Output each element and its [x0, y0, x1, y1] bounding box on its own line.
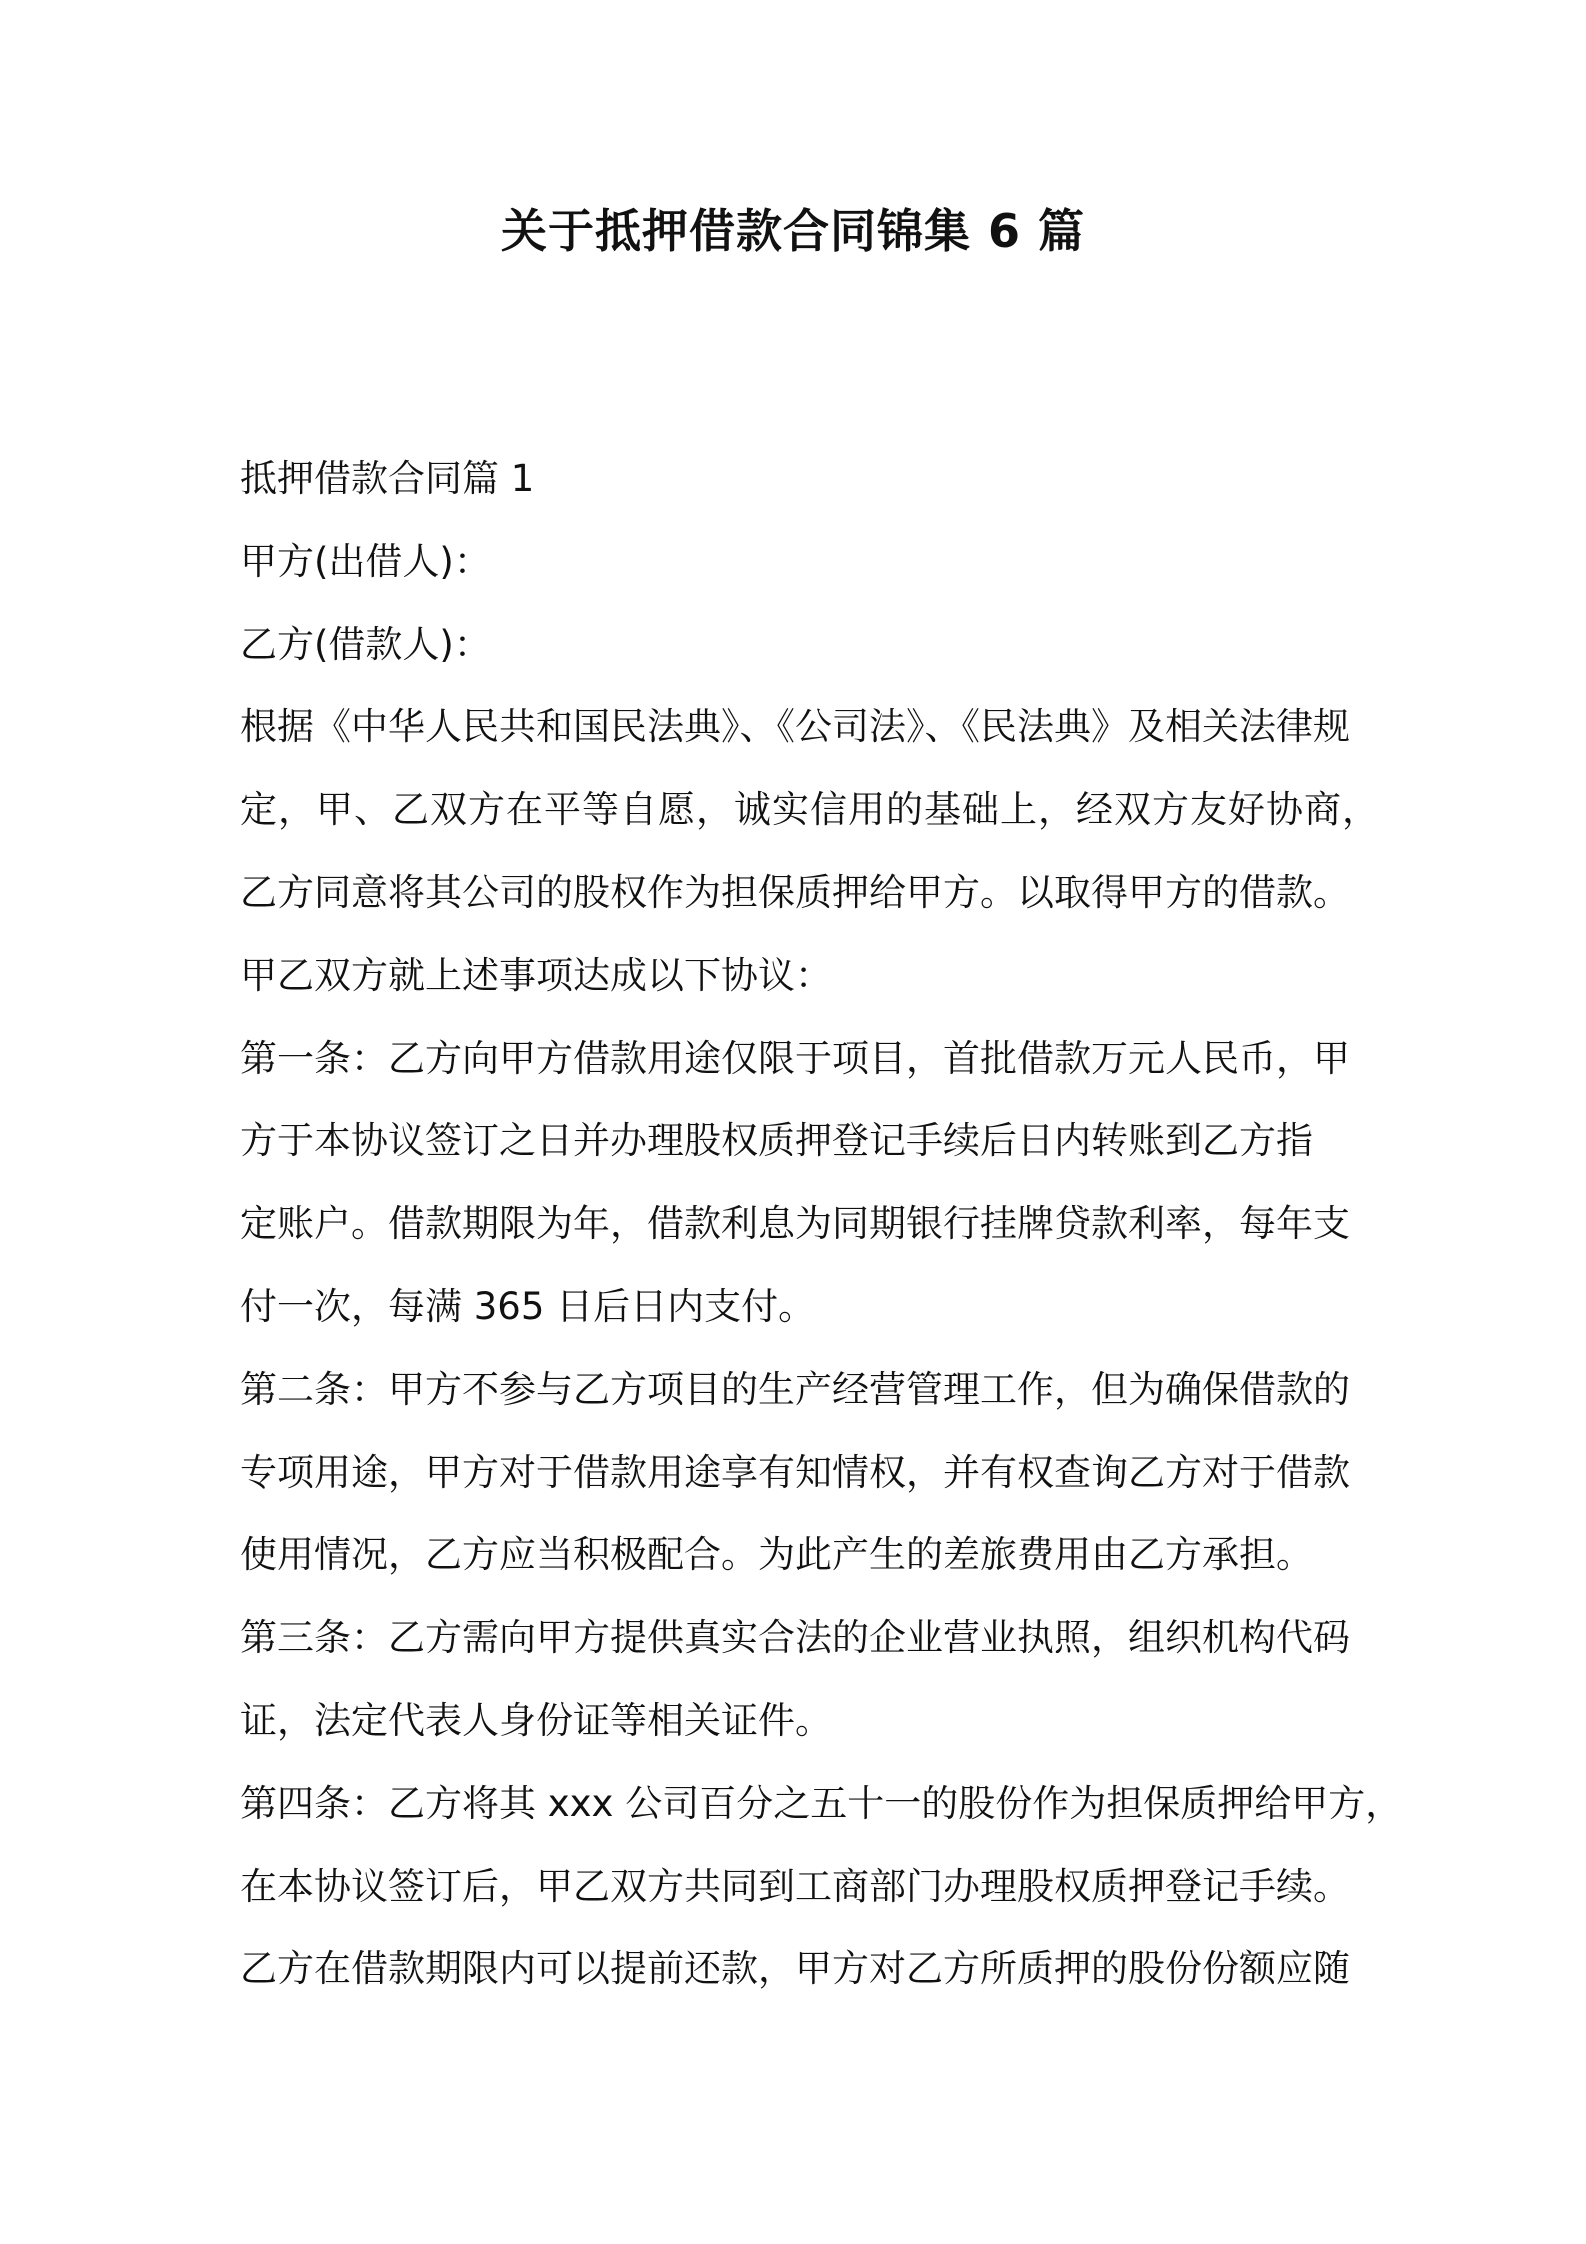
article-line: 乙方在借款期限内可以提前还款，甲方对乙方所质押的股份份额应随	[240, 1947, 1350, 1990]
article-line: 第四条：乙方将其 xxx 公司百分之五十一的股份作为担保质押给甲方，	[240, 1782, 1403, 1825]
article-line: 使用情况，乙方应当积极配合。为此产生的差旅费用由乙方承担。	[240, 1533, 1313, 1576]
document-title: 关于抵押借款合同锦集 6 篇	[500, 204, 1086, 258]
article-line: 方于本协议签订之日并办理股权质押登记手续后日内转账到乙方指	[240, 1119, 1313, 1162]
article-line: 第一条：乙方向甲方借款用途仅限于项目，首批借款万元人民币，甲	[240, 1037, 1350, 1080]
paragraph-line: 根据《中华人民共和国民法典》、《公司法》、《民法典》及相关法律规	[240, 705, 1350, 748]
party-a-line: 甲方(出借人)：	[240, 540, 491, 583]
section-heading: 抵押借款合同篇 1	[240, 457, 535, 500]
article-line: 定账户。借款期限为年，借款利息为同期银行挂牌贷款利率，每年支	[240, 1202, 1350, 1245]
paragraph-line: 乙方同意将其公司的股权作为担保质押给甲方。以取得甲方的借款。	[240, 871, 1350, 914]
article-line: 付一次，每满 365 日后日内支付。	[240, 1285, 816, 1328]
article-line: 第三条：乙方需向甲方提供真实合法的企业营业执照，组织机构代码	[240, 1616, 1350, 1659]
article-line: 在本协议签订后，甲乙双方共同到工商部门办理股权质押登记手续。	[240, 1865, 1350, 1908]
party-b-line: 乙方(借款人)：	[240, 623, 491, 666]
article-line: 第二条：甲方不参与乙方项目的生产经营管理工作，但为确保借款的	[240, 1368, 1350, 1411]
article-line: 专项用途，甲方对于借款用途享有知情权，并有权查询乙方对于借款	[240, 1451, 1350, 1494]
article-line: 证，法定代表人身份证等相关证件。	[240, 1699, 832, 1742]
paragraph-line: 甲乙双方就上述事项达成以下协议：	[240, 954, 832, 997]
paragraph-line: 定，甲、乙双方在平等自愿，诚实信用的基础上，经双方友好协商，	[240, 788, 1380, 831]
